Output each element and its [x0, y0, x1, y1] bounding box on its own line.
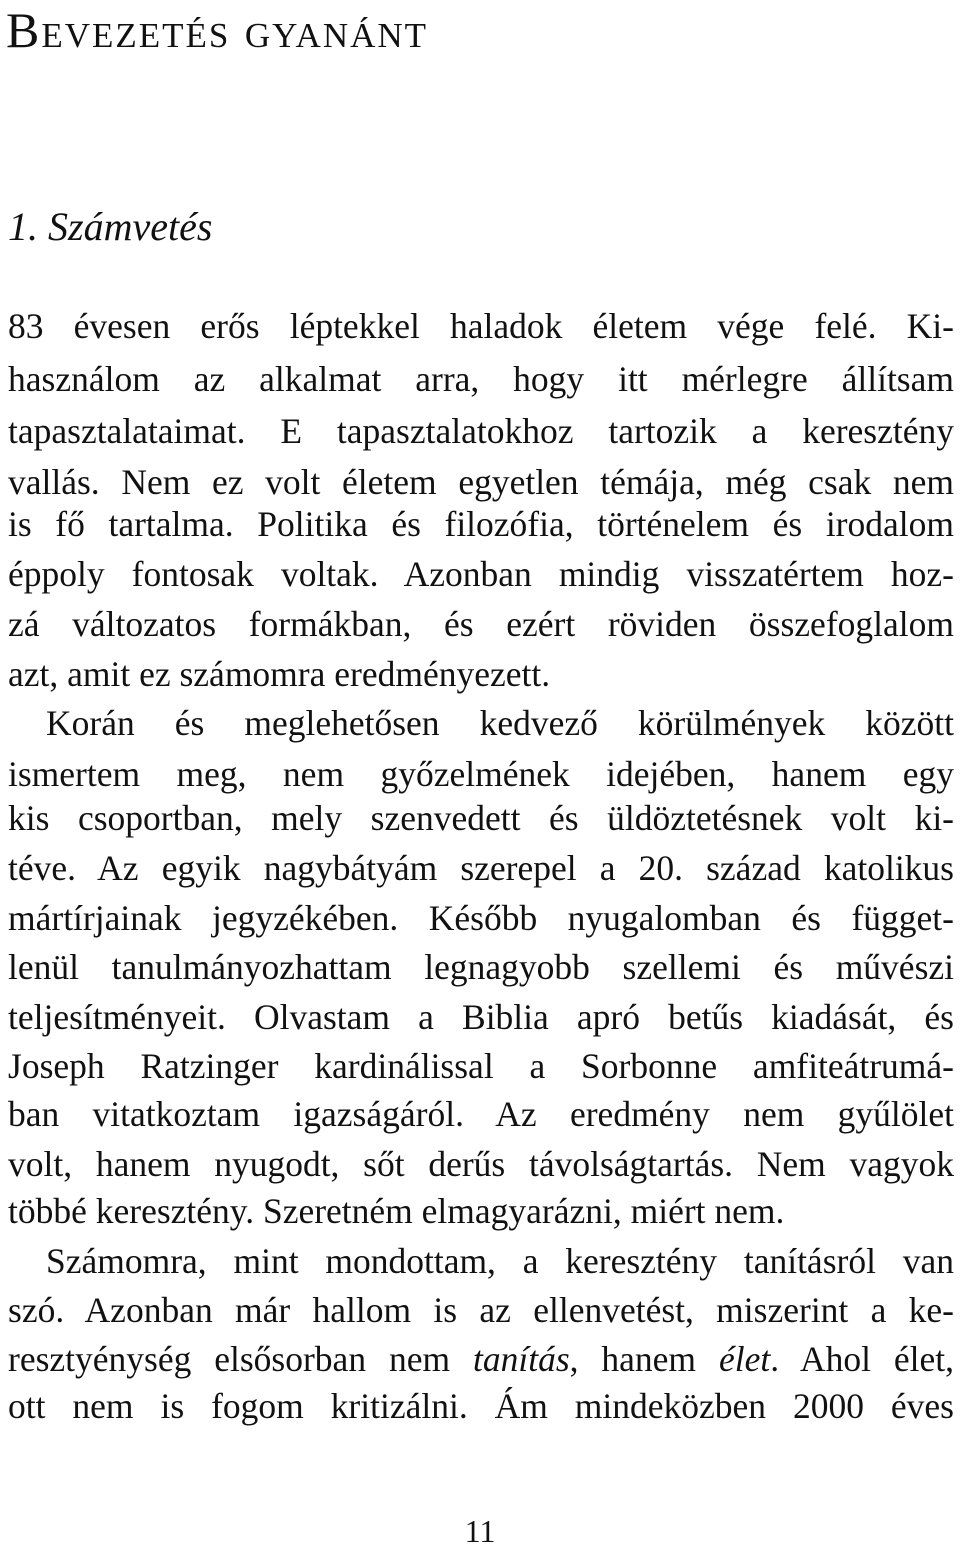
text-line: ban vitatkoztam igazságáról. Az eredmény nem gyűlölet: [8, 1094, 954, 1134]
text-line: zá változatos formákban, és ezért röviden összefoglalom: [8, 604, 954, 644]
text-run: . Ahol élet,: [770, 1339, 955, 1379]
text-line: [8, 1333, 954, 1385]
text-line: ismertem meg, nem győzelmének idejében, hanem egy: [8, 754, 954, 794]
text-run: resztyénység elsősorban nem: [8, 1339, 451, 1379]
emphasis-elet: élet: [718, 1339, 771, 1379]
text-line: Korán és meglehetősen kedvező körülmények között: [46, 703, 954, 743]
text-line: vallás. Nem ez volt életem egyetlen témája, még csak nem: [8, 462, 954, 502]
text-line: tapasztalataimat. E tapasztalatokhoz tartozik a keresztény: [8, 411, 954, 451]
text-line: többé keresztény. Szeretném elmagyarázni, miért nem.: [8, 1191, 785, 1231]
text-line: téve. Az egyik nagybátyám szerepel a 20. század katolikus: [8, 848, 954, 888]
page-number: 11: [464, 1513, 496, 1549]
text-line: azt, amit ez számomra eredményezett.: [8, 654, 551, 694]
text-line: éppoly fontosak voltak. Azonban mindig visszatértem hoz-: [8, 554, 954, 594]
chapter-title: Bevezetés gyanánt: [6, 2, 429, 58]
text-run: , hanem: [569, 1339, 697, 1379]
text-line: 83 évesen erős léptekkel haladok életem vége felé. Ki-: [8, 306, 954, 346]
section-title: 1. Számvetés: [8, 204, 213, 249]
text-line: szó. Azonban már hallom is az ellenvetést, miszerint a ke-: [8, 1290, 954, 1330]
text-line: Számomra, mint mondottam, a keresztény tanításról van: [46, 1241, 954, 1281]
text-line: is fő tartalma. Politika és filozófia, történelem és irodalom: [8, 504, 954, 544]
text-line: teljesítményeit. Olvastam a Biblia apró betűs kiadását, és: [8, 997, 954, 1037]
text-line: mártírjainak jegyzékében. Később nyugalomban és függet-: [8, 898, 954, 938]
text-line: Joseph Ratzinger kardinálissal a Sorbonne amfiteátrumá-: [8, 1046, 954, 1086]
emphasis-tanitas: tanítás: [472, 1339, 570, 1379]
text-line: kis csoportban, mely szenvedett és üldöztetésnek volt ki-: [8, 798, 954, 838]
text-line: volt, hanem nyugodt, sőt derűs távolságtartás. Nem vagyok: [8, 1144, 954, 1184]
text-line: használom az alkalmat arra, hogy itt mérlegre állítsam: [8, 359, 954, 399]
text-line: lenül tanulmányozhattam legnagyobb szellemi és művészi: [8, 947, 954, 987]
text-line: ott nem is fogom kritizálni. Ám mindeközben 2000 éves: [8, 1386, 954, 1426]
